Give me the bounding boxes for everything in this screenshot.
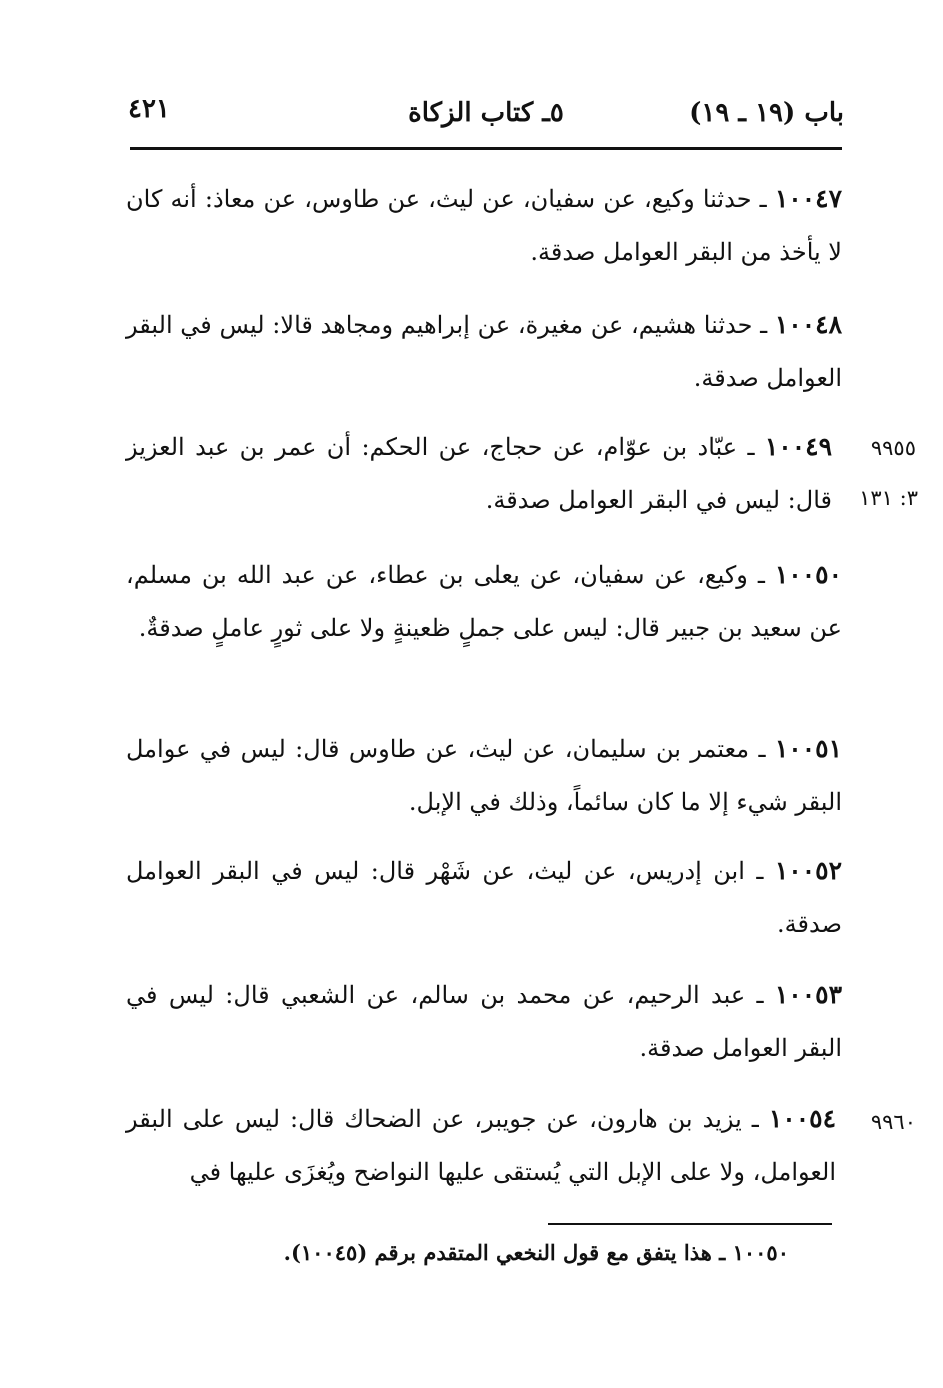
margin-reference: ٩٩٥٥	[870, 436, 916, 460]
hadith-text: ـ عبد الرحيم، عن محمد بن سالم، عن الشعبي قال: ليس في البقر العوامل صدقة.	[126, 981, 842, 1062]
margin-reference: ٩٩٦٠	[870, 1110, 916, 1134]
hadith-number: ١٠٠٥٤	[768, 1104, 836, 1133]
hadith-number: ١٠٠٤٩	[764, 432, 832, 461]
hadith-10054	[126, 1092, 836, 1199]
page-header	[128, 92, 844, 138]
margin-reference: ٣: ١٣١	[859, 486, 918, 510]
hadith-text: ـ حدثنا هشيم، عن مغيرة، عن إبراهيم ومجاهد قالا: ليس في البقر العوامل صدقة.	[126, 311, 842, 392]
hadith-number: ١٠٠٤٧	[774, 184, 842, 213]
hadith-10050	[126, 548, 842, 655]
footnote-divider	[548, 1223, 832, 1225]
hadith-text: ـ ابن إدريس، عن ليث، عن شَهْر قال: ليس في البقر العوامل صدقة.	[126, 857, 842, 938]
chapter-title: باب (١٩ ـ ١٩)	[689, 98, 844, 128]
hadith-number: ١٠٠٥٠	[774, 560, 842, 589]
hadith-10049	[126, 420, 832, 527]
hadith-10053	[126, 968, 842, 1075]
hadith-10051	[126, 722, 842, 829]
book-title: ٥ـ كتاب الزكاة	[408, 98, 564, 128]
hadith-text: ـ معتمر بن سليمان، عن ليث، عن طاوس قال: ليس في عوامل البقر شيء إلا ما كان سائماً، وذلك في الإبل.	[126, 735, 842, 816]
footnote: ١٠٠٥٠ ـ هذا يتفق مع قول النخعي المتقدم برقم (١٠٠٤٥).	[283, 1240, 789, 1265]
hadith-10048	[126, 298, 842, 405]
hadith-text: ـ وكيع، عن سفيان، عن يعلى بن عطاء، عن عبد الله بن مسلم، عن سعيد بن جبير قال: ليس على جملٍ ظعينةٍ ولا على ثورٍ عاملٍ صدقةٌ.	[126, 561, 842, 642]
hadith-10047	[126, 172, 842, 279]
header-divider	[130, 147, 842, 150]
hadith-number: ١٠٠٤٨	[774, 310, 842, 339]
hadith-number: ١٠٠٥١	[774, 734, 842, 763]
page-number: ٤٢١	[128, 94, 170, 124]
hadith-text: ـ حدثنا وكيع، عن سفيان، عن ليث، عن طاوس، عن معاذ: أنه كان لا يأخذ من البقر العوامل صدقة.	[126, 185, 842, 266]
hadith-number: ١٠٠٥٢	[774, 856, 842, 885]
hadith-number: ١٠٠٥٣	[774, 980, 842, 1009]
hadith-10052	[126, 844, 842, 951]
hadith-text: ـ عبّاد بن عوّام، عن حجاج، عن الحكم: أن عمر بن عبد العزيز قال: ليس في البقر العوامل صدقة.	[126, 433, 832, 514]
hadith-text: ـ يزيد بن هارون، عن جويبر، عن الضحاك قال: ليس على البقر العوامل، ولا على الإبل التي يُستقى عليها النواضح ويُغزَى عليها في	[126, 1105, 836, 1186]
